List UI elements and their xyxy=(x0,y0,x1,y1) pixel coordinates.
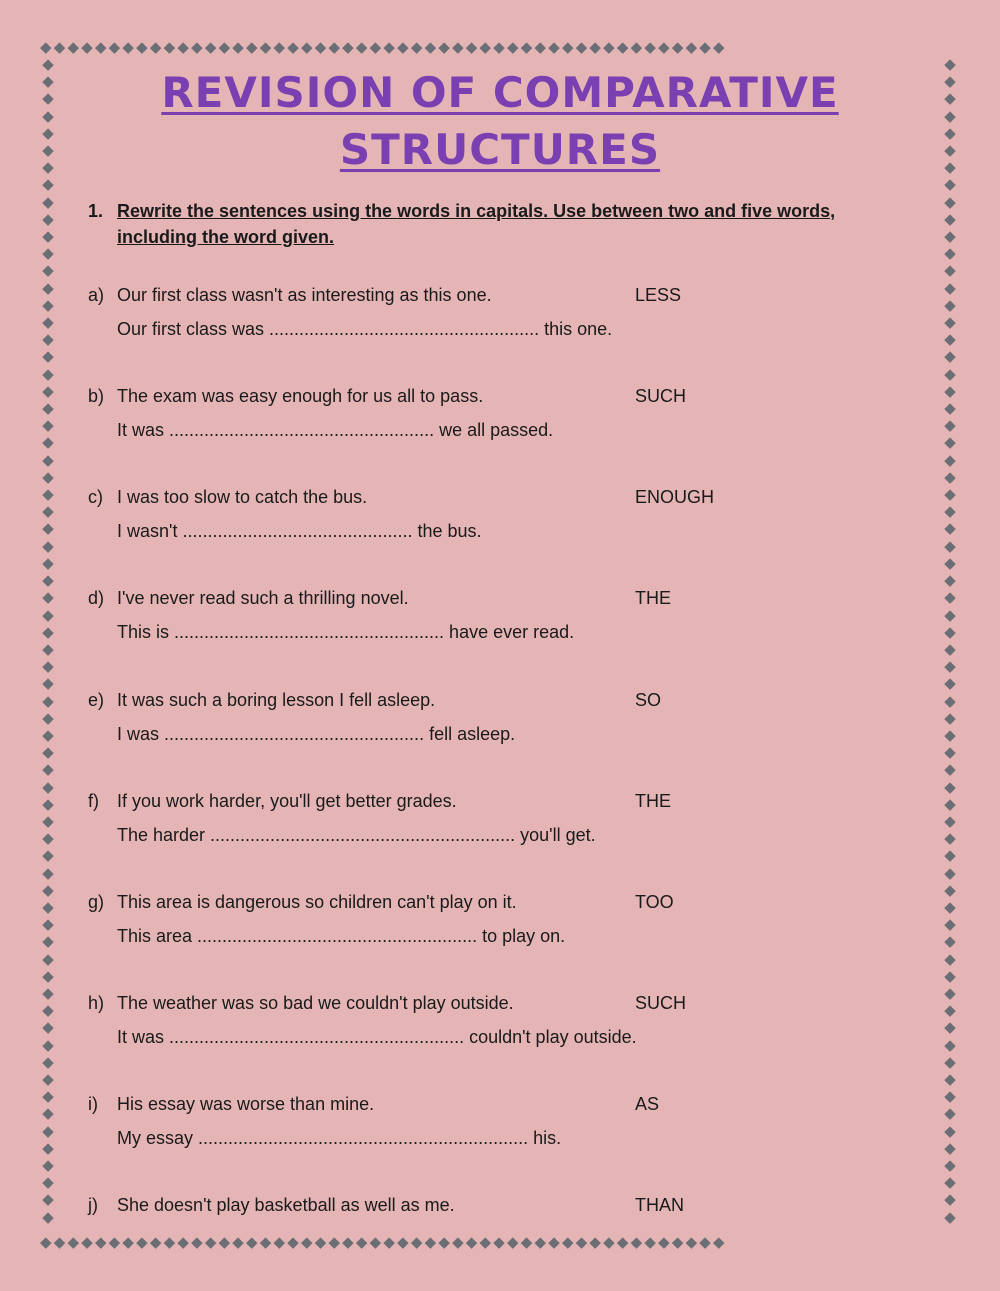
item-sentence: It was such a boring lesson I fell asleep. xyxy=(117,690,436,710)
instruction-number: 1. xyxy=(88,201,104,221)
decorative-border-right: ◆◆◆◆◆◆◆◆◆◆◆◆◆◆◆◆◆◆◆◆◆◆◆◆◆◆◆◆◆◆◆◆◆◆◆◆◆◆◆◆◆◆◆◆◆◆◆◆◆◆◆◆◆◆◆◆◆◆◆◆◆◆◆◆◆◆◆◆ xyxy=(944,56,956,1226)
item-letter: h) xyxy=(88,993,105,1013)
decorative-border-top: ◆◆◆◆◆◆◆◆◆◆◆◆◆◆◆◆◆◆◆◆◆◆◆◆◆◆◆◆◆◆◆◆◆◆◆◆◆◆◆◆◆◆◆◆◆◆◆◆◆◆ xyxy=(40,40,727,56)
item-keyword: THE xyxy=(635,588,671,608)
item-letter: b) xyxy=(88,386,105,406)
item-letter: i) xyxy=(88,1094,98,1114)
item-keyword: SUCH xyxy=(635,993,687,1013)
item-letter: e) xyxy=(88,690,105,710)
item-keyword: AS xyxy=(635,1094,660,1114)
item-keyword: THAN xyxy=(635,1195,684,1215)
item-rewrite: It was ..................................................... we all passed. xyxy=(117,420,554,440)
item-rewrite: This area ........................................................ to play on. xyxy=(117,926,566,946)
item-letter: j) xyxy=(88,1195,98,1215)
item-letter: f) xyxy=(88,791,99,811)
item-keyword: TOO xyxy=(635,892,674,912)
item-rewrite: The harder ............................................................. you'll get. xyxy=(117,825,596,845)
item-sentence: I've never read such a thrilling novel. xyxy=(117,588,409,608)
instruction-text: Rewrite the sentences using the words in capitals. Use between two and five words, including the word given. xyxy=(117,201,836,247)
item-keyword: SO xyxy=(635,690,662,710)
item-rewrite: My essay .................................................................. his. xyxy=(117,1128,562,1148)
item-keyword: ENOUGH xyxy=(635,487,715,507)
item-sentence: The weather was so bad we couldn't play outside. xyxy=(117,993,514,1013)
item-sentence: I was too slow to catch the bus. xyxy=(117,487,368,507)
item-keyword: SUCH xyxy=(635,386,687,406)
item-rewrite: This is ...................................................... have ever read. xyxy=(117,622,575,642)
item-sentence: His essay was worse than mine. xyxy=(117,1094,375,1114)
item-rewrite: Our first class was ...................................................... this one. xyxy=(117,319,613,339)
page-title: REVISION OF COMPARATIVE STRUCTURES xyxy=(161,68,839,174)
item-letter: g) xyxy=(88,892,105,912)
item-sentence: Our first class wasn't as interesting as this one. xyxy=(117,285,492,305)
item-keyword: LESS xyxy=(635,285,682,305)
item-rewrite: It was ........................................................... couldn't play outside. xyxy=(117,1027,637,1047)
item-keyword: THE xyxy=(635,791,671,811)
item-letter: c) xyxy=(88,487,103,507)
decorative-border-left: ◆◆◆◆◆◆◆◆◆◆◆◆◆◆◆◆◆◆◆◆◆◆◆◆◆◆◆◆◆◆◆◆◆◆◆◆◆◆◆◆◆◆◆◆◆◆◆◆◆◆◆◆◆◆◆◆◆◆◆◆◆◆◆◆◆◆◆◆ xyxy=(42,56,54,1226)
item-sentence: She doesn't play basketball as well as me. xyxy=(117,1195,455,1215)
item-letter: a) xyxy=(88,285,105,305)
item-sentence: If you work harder, you'll get better grades. xyxy=(117,791,457,811)
instruction xyxy=(88,198,908,250)
decorative-border-bottom: ◆◆◆◆◆◆◆◆◆◆◆◆◆◆◆◆◆◆◆◆◆◆◆◆◆◆◆◆◆◆◆◆◆◆◆◆◆◆◆◆◆◆◆◆◆◆◆◆◆◆ xyxy=(40,1235,727,1251)
item-sentence: The exam was easy enough for us all to pass. xyxy=(117,386,484,406)
item-rewrite: I wasn't .............................................. the bus. xyxy=(117,521,482,541)
item-sentence: This area is dangerous so children can't play on it. xyxy=(117,892,517,912)
item-letter: d) xyxy=(88,588,105,608)
item-rewrite: I was .................................................... fell asleep. xyxy=(117,724,516,744)
